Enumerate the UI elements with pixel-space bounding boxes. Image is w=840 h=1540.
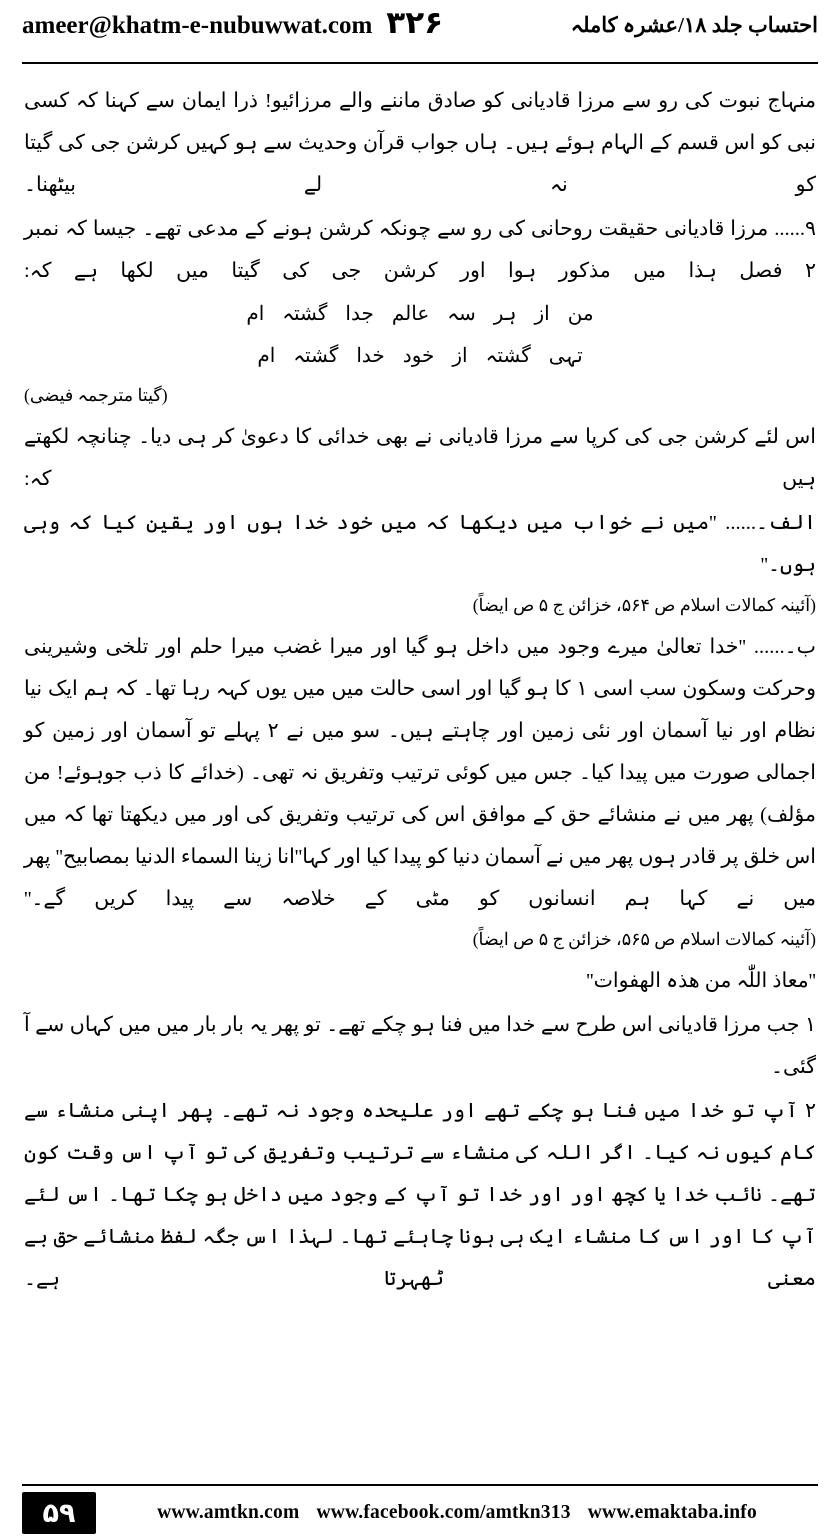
footer-link-emaktaba[interactable]: www.emaktaba.info [587, 1502, 757, 1523]
footer-link-website[interactable]: www.amtkn.com [157, 1502, 300, 1523]
header-divider [22, 62, 818, 64]
footnote-1: ۱ جب مرزا قادیانی اس طرح سے خدا میں فنا ہو چکے تھے۔ تو پھر یہ بار بار میں میں کہاں سے آ گئی۔ [24, 1013, 816, 1078]
footer-links [96, 1502, 818, 1524]
footer-divider [22, 1484, 818, 1486]
paragraph-1: منہاج نبوت کی رو سے مرزا قادیانی کو صادق ماننے والے مرزائیو! ذرا ایمان سے کہنا کہ کسی نبی کو اس قسم کے الہام ہوئے ہیں۔ ہاں جواب قرآن وحدیث سے ہو کہیں کرشن جی کی گیتا کو نہ لے بیٹھنا۔ [24, 90, 816, 197]
quote-alif: الف۔...... ''میں نے خواب میں دیکھا کہ میں خود خدا ہوں اور یقین کیا کہ وہی ہوں۔'' [24, 511, 816, 576]
paragraph-after-verse: اس لئے کرشن جی کی کرپا سے مرزا قادیانی نے بھی خدائی کا دعویٰ کر ہی دیا۔ چنانچہ لکھتے ہیں کہ: [24, 425, 816, 490]
header-email: ameer@khatm-e-nubuwwat.com [22, 12, 373, 39]
footnote-2: ۲ آپ تو خدا میں فنا ہو چکے تھے اور علیحدہ وجود نہ تھے۔ پھر اپنی منشاء سے کام کیوں نہ کیا۔ اگر اللہ کی منشاء سے ترتیب وتفریق کی تو آپ اس وقت کون تھے۔ نائب خدا یا کچھ اور اور خدا تو آپ کے وجود میں داخل ہو چکا تھا۔ اس لئے آپ کا اور اس کا منشاء ایک ہی ہونا چاہئے تھا۔ لہذا اس جگہ لفظ منشائے حق بے معنی ٹھہرتا ہے۔ [24, 1099, 816, 1290]
quote-be: ب۔...... ''خدا تعالیٰ میرے وجود میں داخل ہو گیا اور میرا غضب میرا حلم اور تلخی وشیرینی وحرکت وسکون سب اسی ۱ کا ہو گیا اور اسی حالت میں میں یوں کہہ رہا تھا۔ کہ ہم ایک نیا نظام اور نیا آسمان اور نئی زمین اور چاہتے ہیں۔ سو میں نے ۲ پہلے تو آسمان اور زمین کو اجمالی صورت میں پیدا کیا۔ جس میں کوئی ترتیب وتفریق نہ تھی۔ (خدائے کا ذب جوہوئے! من مؤلف) پھر میں نے منشائے حق کے موافق اس کی ترتیب وتفریق کی اور میں دیکھتا تھا کہ میں اس خلق پر قادر ہوں پھر میں نے آسمان دنیا کو پیدا کیا اور کہا''انا زینا السماء الدنیا بمصابیح'' پھر میں نے کہا ہم انسانوں کو مٹی کے خلاصہ سے پیدا کریں گے۔'' [24, 635, 816, 910]
header-book-title: احتساب جلد ۱۸/عشرہ کاملہ [570, 13, 818, 37]
page-content [0, 66, 840, 1300]
header-left-group [22, 5, 444, 41]
verse-reference: (گیتا مترجمہ فیضی) [24, 385, 168, 406]
quote-be-reference: (آئینہ کمالات اسلام ص ۵۶۵، خزائن ج ۵ ص ایضاً) [472, 929, 816, 949]
paragraph-2: ۹...... مرزا قادیانی حقیقت روحانی کی رو سے چونکہ کرشن ہونے کے مدعی تھے۔ جیسا کہ نمبر ۲ فصل ہذا میں مذکور ہوا اور کرشن جی کی گیتا میں لکھا ہے کہ: [24, 218, 816, 283]
quote-alif-reference: (آئینہ کمالات اسلام ص ۵۶۴، خزائن ج ۵ ص ایضاً) [472, 595, 816, 616]
header-page-number: ۳۲۶ [386, 5, 444, 41]
footer-link-facebook[interactable]: www.facebook.com/amtkn313 [316, 1502, 571, 1523]
verse-line-1: من از ہر سہ عالم جدا گشتہ ام [246, 303, 594, 326]
page-footer [0, 1484, 840, 1540]
footer-folio-number: ۵۹ [22, 1492, 96, 1534]
verse-line-2: تہی گشتہ از خود خدا گشتہ ام [257, 345, 583, 368]
quote-be-arabic: ''معاذ اللّٰہ من ھذہ الھفوات'' [586, 969, 816, 992]
page-header [0, 0, 840, 66]
